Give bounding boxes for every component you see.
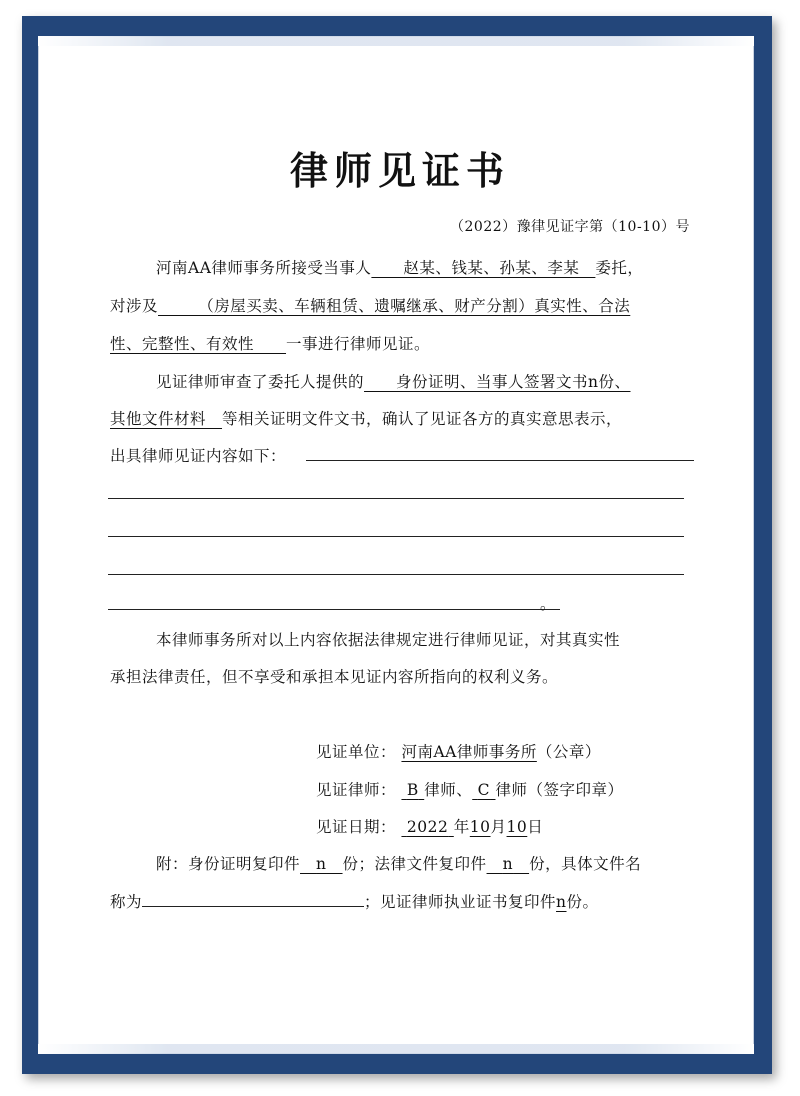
para2-prefix: 见证律师审查了委托人提供的 [156,373,365,391]
para1-line2 [110,294,695,316]
attachment-mid1: 份；法律文件复印件 [342,855,487,873]
lawyer-b-field: B [406,781,419,799]
para1-line2-prefix: 对涉及 [110,297,159,315]
matters-field-a: （房屋买卖、车辆租赁、遗嘱继承、财产分割）真实性、合法 [158,297,631,315]
date-year-unit: 年 [453,818,470,836]
para1-prefix: 河南AA律师事务所接受当事人 [156,259,372,277]
para2-line2 [110,407,695,429]
para3-line2: 承担法律责任，但不享受和承担本见证内容所指向的权利义务。 [110,668,559,686]
para2-line1 [110,370,741,392]
legal-copy-count: n [502,855,514,873]
top-border-decoration [38,36,754,46]
date-year: 2022 [406,818,449,836]
attachment-line2 [110,890,695,912]
para1-suffix: 委托， [595,259,644,277]
parties-field: 赵某、钱某、孙某、李某 [371,259,596,277]
para2-line3-text: 出具律师见证内容如下： [110,447,287,465]
date-day: 10 [506,818,528,836]
witness-lawyer-label: 见证律师： [316,781,397,799]
document-title: 律师见证书 [289,148,510,193]
witness-unit-note: （公章） [536,743,601,761]
lawyer-c-field: C [477,781,491,799]
para2-line3 [110,444,695,466]
content-end-mark: 。 [540,595,556,613]
materials-field-b: 其他文件材料 [110,410,223,428]
para1-line3-suffix: 一事进行律师见证。 [286,335,431,353]
witness-date-line [316,815,543,837]
bottom-border-decoration [38,1044,754,1054]
date-month-unit: 月 [490,818,507,836]
content-blank-line-1 [306,460,694,461]
content-blank-line-3 [108,536,684,537]
witness-unit-value: 河南AA律师事务所 [401,743,537,761]
attachment-prefix: 附：身份证明复印件 [156,855,301,873]
license-copy-count: n [556,893,567,911]
materials-field-a: 身份证明、当事人签署文书n份、 [364,373,631,391]
witness-date-label: 见证日期： [316,818,397,836]
content-blank-line-4 [108,574,684,575]
witness-unit-line [316,740,601,762]
date-day-unit: 日 [527,818,544,836]
attachment-line2-mid: ；见证律师执业证书复印件 [364,893,557,911]
lawyer-mid-text: 律师、 [424,781,473,799]
para3-line1: 本律师事务所对以上内容依据法律规定进行律师见证，对其真实性 [156,631,621,649]
id-copy-count: n [316,855,327,873]
attachment-line2-prefix: 称为 [110,893,143,911]
document-number: （2022）豫律见证字第（10-10）号 [450,219,690,235]
para1-line3 [110,332,695,354]
content-blank-line-2 [108,498,684,499]
para2-line2-suffix: 等相关证明文件文书，确认了见证各方的真实意思表示， [222,410,623,428]
para1-line1 [110,256,741,278]
file-name-blank [142,892,364,907]
attachment-mid2: 份，具体文件名 [529,855,642,873]
date-month: 10 [469,818,491,836]
matters-field-b: 性、完整性、有效性 [110,335,287,353]
lawyer-end-text: 律师（签字印章） [495,781,624,799]
content-blank-line-5 [108,609,560,610]
attachment-line1 [110,852,741,874]
witness-unit-label: 见证单位： [316,743,397,761]
attachment-line2-end: 份。 [566,893,599,911]
witness-lawyer-line [316,778,624,800]
